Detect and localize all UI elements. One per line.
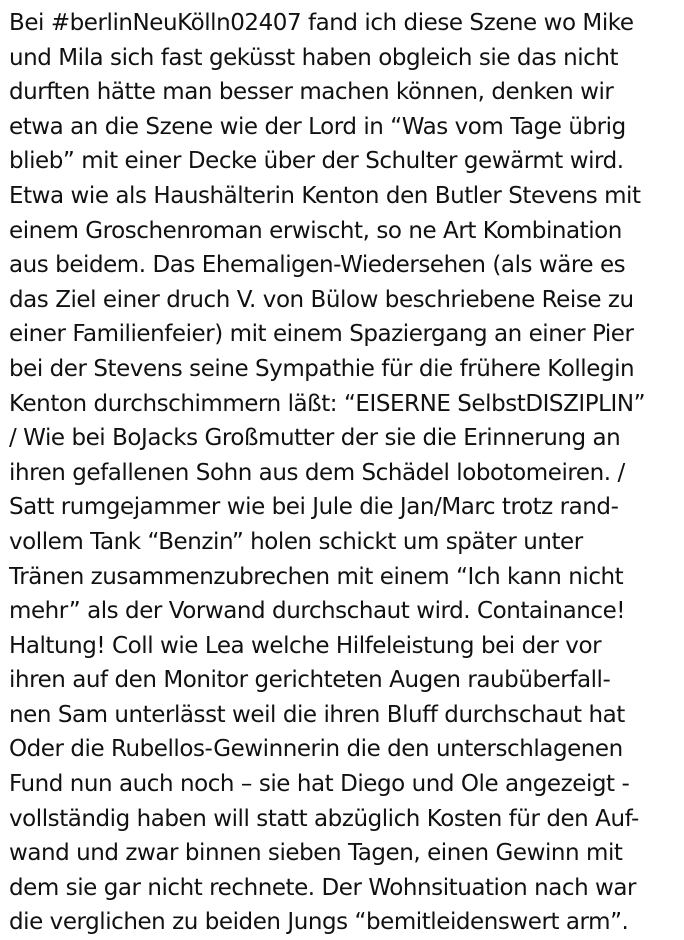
text-line: Oder die Rubellos-Gewinnerin die den unterschlagenen [9,736,623,763]
text-line: Bei #berlinNeuKölln02407 fand ich diese Szene wo Mike [9,10,634,36]
text-line: vollem Tank “Benzin” holen schickt um später unter [9,528,583,555]
text-line: / Wie bei BoJacks Großmutter der sie die Erinnerung an [9,425,621,452]
text-line: das Ziel einer druch V. von Bülow beschriebene Reise zu [9,286,634,313]
text-line: Haltung! Coll wie Lea welche Hilfeleistung bei der vor [9,632,602,659]
text-line: bei der Stevens seine Sympathie für die frühere Kollegin [9,355,635,382]
text-line: einer Familienfeier) mit einem Spaziergang an einer Pier [9,321,634,348]
text-line: Tränen zusammenzubrechen mit einem “Ich kann nicht [9,563,624,590]
text-line: mehr” als der Vorwand durchschaut wird. Containance! [9,598,626,625]
text-line: einem Groschenroman erwischt, so ne Art Kombination [9,217,622,244]
text-line: Satt rumgejammer wie bei Jule die Jan/Marc trotz rand- [9,494,619,521]
document-text [9,6,681,940]
text-line: ihren gefallenen Sohn aus dem Schädel lobotomeiren. / [9,459,625,486]
text-line: ihren auf den Monitor gerichteten Augen raubüberfall- [9,667,611,694]
text-line: durften hätte man besser machen können, denken wir [9,79,614,106]
text-line: wand und zwar binnen sieben Tagen, einen Gewinn mit [9,840,623,867]
text-line: nen Sam unterlässt weil die ihren Bluff durchschaut hat [9,701,625,728]
text-line: Kenton durchschimmern läßt: “EISERNE SelbstDISZIPLIN” [9,390,646,417]
text-line: Etwa wie als Haushälterin Kenton den Butler Stevens mit [9,182,641,209]
text-line: etwa an die Szene wie der Lord in “Was vom Tage übrig [9,113,626,140]
text-line: vollständig haben will statt abzüglich Kosten für den Auf- [9,805,639,832]
text-line: dem sie gar nicht rechnete. Der Wohnsituation nach war [9,874,637,901]
text-line: und Mila sich fast geküsst haben obgleich sie das nicht [9,44,619,71]
text-line: aus beidem. Das Ehemaligen-Wiedersehen (als wäre es [9,252,626,279]
text-line: die verglichen zu beiden Jungs “bemitleidenswert arm”. [9,909,629,936]
text-line: Fund nun auch noch – sie hat Diego und Ole angezeigt - [9,771,630,798]
text-line: blieb” mit einer Decke über der Schulter gewärmt wird. [9,148,624,175]
